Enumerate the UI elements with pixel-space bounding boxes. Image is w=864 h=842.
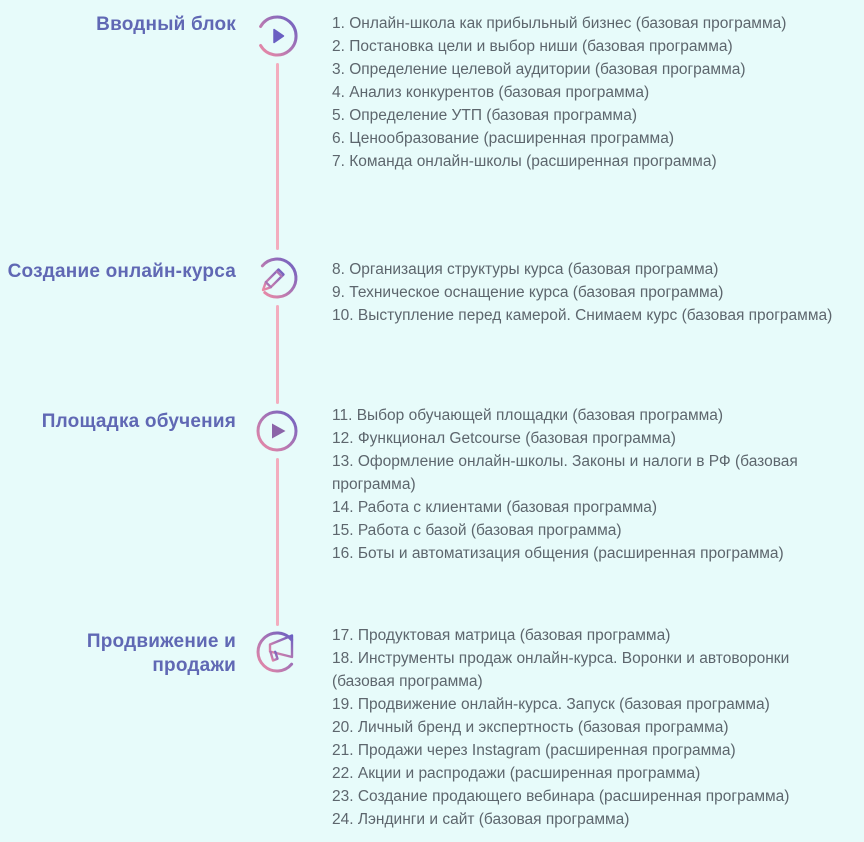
- timeline-line-segment: [276, 458, 279, 626]
- lesson-item: 12. Функционал Getcourse (базовая программа): [332, 430, 676, 447]
- lesson-item: 13. Оформление онлайн-школы. Законы и налоги в РФ (базовая программа): [332, 453, 798, 493]
- section-title-promotion: Продвижение и продажи: [86, 631, 236, 676]
- lesson-list-promotion: [332, 624, 838, 831]
- lesson-item: 16. Боты и автоматизация общения (расширенная программа): [332, 545, 784, 562]
- play-icon: [255, 409, 299, 453]
- timeline-line-segment: [276, 305, 279, 404]
- lesson-item: 4. Анализ конкурентов (базовая программа): [332, 84, 650, 101]
- lesson-item: 20. Личный бренд и экспертность (базовая программа): [332, 719, 729, 736]
- lesson-item: 1. Онлайн-школа как прибыльный бизнес (базовая программа): [332, 15, 787, 32]
- lesson-item: 24. Лэндинги и сайт (базовая программа): [332, 811, 630, 828]
- lesson-item: 5. Определение УТП (базовая программа): [332, 107, 637, 124]
- lesson-list-intro: [332, 12, 838, 173]
- lesson-item: 10. Выступление перед камерой. Снимаем курс (базовая программа): [332, 307, 833, 324]
- lesson-item: 15. Работа с базой (базовая программа): [332, 522, 622, 539]
- section-title-course-creation: Создание онлайн-курса: [7, 261, 236, 282]
- megaphone-icon: [255, 630, 299, 674]
- lesson-item: 14. Работа с клиентами (базовая программа): [332, 499, 658, 516]
- enter-arrow-icon: [255, 14, 299, 58]
- lesson-item: 2. Постановка цели и выбор ниши (базовая программа): [332, 38, 733, 55]
- pencil-icon: [255, 256, 299, 300]
- lesson-item: 7. Команда онлайн-школы (расширенная программа): [332, 153, 717, 170]
- lesson-item: 6. Ценообразование (расширенная программа): [332, 130, 674, 147]
- timeline-line-segment: [276, 63, 279, 250]
- lesson-item: 19. Продвижение онлайн-курса. Запуск (базовая программа): [332, 696, 770, 713]
- lesson-item: 3. Определение целевой аудитории (базовая программа): [332, 61, 746, 78]
- lesson-item: 21. Продажи через Instagram (расширенная программа): [332, 742, 736, 759]
- section-title-platform: Площадка обучения: [41, 411, 236, 432]
- section-title-intro: Вводный блок: [96, 14, 236, 35]
- lesson-item: 22. Акции и распродажи (расширенная программа): [332, 765, 701, 782]
- lesson-list-platform: [332, 404, 838, 565]
- lesson-item: 8. Организация структуры курса (базовая программа): [332, 261, 719, 278]
- lesson-item: 18. Инструменты продаж онлайн-курса. Воронки и автоворонки (базовая программа): [332, 650, 790, 690]
- lesson-item: 23. Создание продающего вебинара (расширенная программа): [332, 788, 790, 805]
- lesson-item: 9. Техническое оснащение курса (базовая программа): [332, 284, 724, 301]
- lesson-item: 11. Выбор обучающей площадки (базовая программа): [332, 407, 724, 424]
- lesson-list-course-creation: [332, 258, 838, 327]
- lesson-item: 17. Продуктовая матрица (базовая программа): [332, 627, 671, 644]
